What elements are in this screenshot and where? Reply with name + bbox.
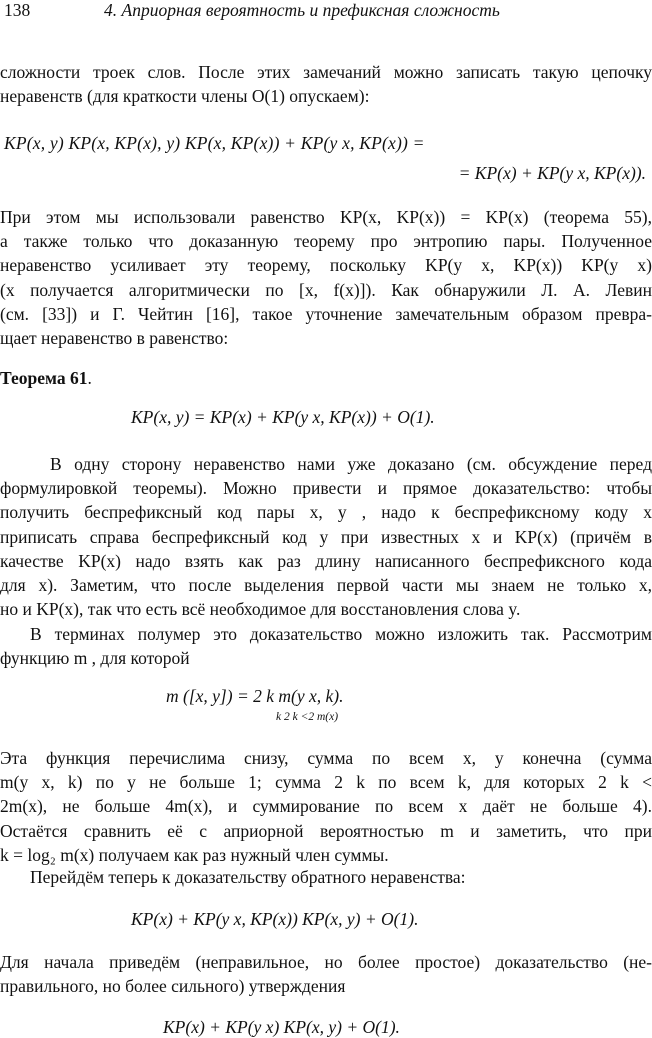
text-line: В одну сторону неравенство нами уже доказано (см. обсуждение перед (50, 454, 652, 474)
text-line: качестве KP(x) надо взять как раз длину написанного беспрефиксного кода (0, 550, 652, 571)
text-line: а также только что доказанную теорему про энтропию пары. Полученное (0, 231, 652, 252)
text-line: формулировкой теоремы). Можно привести и прямое доказательство: чтобы (0, 478, 652, 499)
running-title: 4. Априорная вероятность и префиксная сложность (104, 0, 500, 20)
paragraph-6: Перейдём теперь к доказательству обратного неравенства: (30, 867, 466, 887)
paragraph-3 (0, 452, 652, 621)
page-number: 138 (4, 0, 31, 20)
text-line: (см. [33]) и Г. Чейтин [16], такое уточнение замечательным образом превра- (0, 303, 652, 324)
text-line: приписать справа беспрефиксный код y при известных x и KP(x) (причём в (0, 526, 652, 547)
equation-2-subscript: k 2 k <2 m(x) (276, 711, 339, 723)
paragraph-2 (0, 205, 652, 350)
text-line: неравенство усиливает эту теорему, поскольку KP(y x, KP(x)) KP(y x) (0, 255, 652, 276)
text-line: функцию m , для которой (0, 648, 190, 669)
text-line: (x получается алгоритмически по [x, f(x)]). Как обнаружили Л. А. Левин (0, 279, 652, 300)
text-line: сложности троек слов. После этих замечаний можно записать такую цепочку (0, 62, 652, 82)
text-line: правильного, но более сильного) утверждения (0, 976, 346, 997)
text-line: 2m(x), не больше 4m(x), и суммирование по всем x даёт не больше 4). (0, 796, 652, 817)
theorem-label-text: Теорема 61 (0, 368, 88, 388)
equation-4: KP(x) + KP(y x) KP(x, y) + O(1). (163, 1017, 400, 1037)
text-line: m(y x, k) по y не больше 1; сумма 2 k по всем k, для которых 2 k < (0, 772, 652, 793)
equation-3: KP(x) + KP(y x, KP(x)) KP(x, y) + O(1). (131, 909, 419, 929)
equation-1-line-1: KP(x, y) KP(x, KP(x), y) KP(x, KP(x)) + KP(y x, KP(x)) = (4, 133, 425, 153)
text-line: неравенств (для краткости члены O(1) опускаем): (0, 86, 370, 107)
text-line: k = log₂ m(x) получаем как раз нужный член суммы. (0, 844, 389, 865)
text-line: При этом мы использовали равенство KP(x, KP(x)) = KP(x) (теорема 55), (0, 207, 652, 227)
paragraph-4 (0, 622, 652, 670)
text-line: для x). Заметим, что после выделения первой части мы знаем не только x, (0, 575, 652, 596)
equation-1-line-2: = KP(x) + KP(y x, KP(x)). (458, 163, 646, 183)
theorem-formula: KP(x, y) = KP(x) + KP(y x, KP(x)) + O(1). (131, 407, 435, 427)
paragraph-5 (0, 746, 652, 867)
text-line: щает неравенство в равенство: (0, 328, 229, 349)
theorem-label: Теорема 61. (0, 368, 92, 388)
text-line: Для начала приведём (неправильное, но более простое) доказательство (не- (0, 952, 652, 972)
paragraph-7 (0, 950, 652, 998)
text-line: Эта функция перечислима снизу, сумма по всем x, y конечна (сумма (0, 748, 652, 768)
text-line: В терминах полумер это доказательство можно изложить так. Рассмотрим (30, 624, 652, 644)
equation-2: m ([x, y]) = 2 k m(y x, k). (166, 686, 344, 706)
text-line: но и KP(x), так что есть всё необходимое для восстановления слова y. (0, 599, 521, 620)
paragraph-1 (0, 60, 652, 108)
text-line: Остаётся сравнить её с априорной вероятностью m и заметить, что при (0, 820, 652, 841)
text-line: получить беспрефиксный код пары x, y , надо к беспрефиксному коду x (0, 502, 652, 523)
